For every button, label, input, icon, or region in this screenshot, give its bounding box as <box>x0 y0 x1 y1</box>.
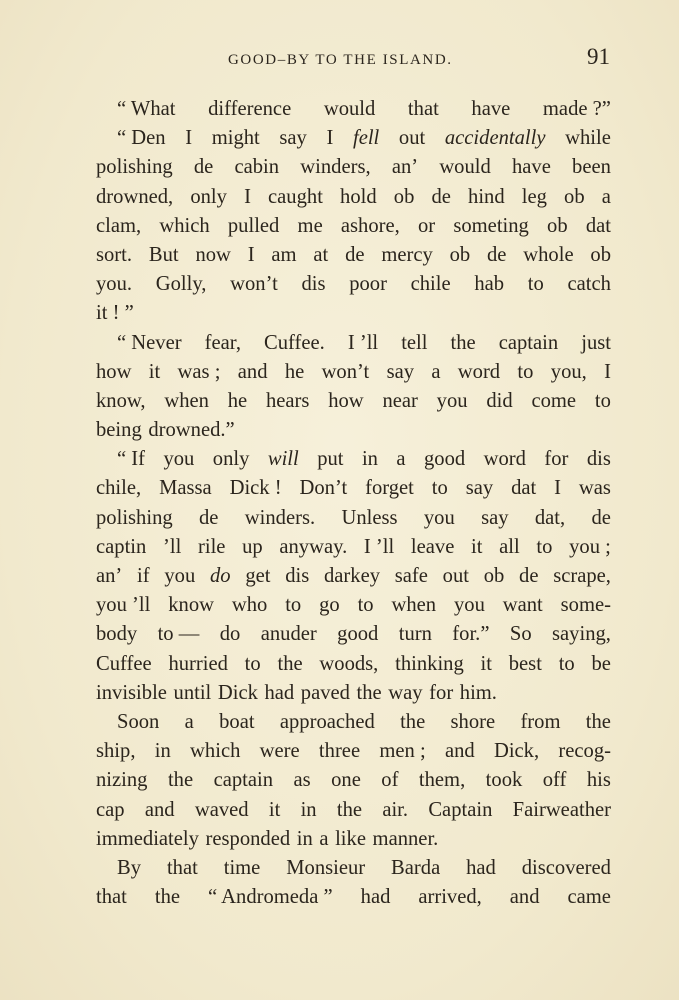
word: hears <box>265 389 310 412</box>
word: get <box>245 565 271 587</box>
word: to <box>431 477 448 500</box>
word: out <box>398 127 426 150</box>
word: it <box>471 535 483 558</box>
word: Soon <box>117 710 160 733</box>
word: de <box>345 243 365 266</box>
word: de <box>519 565 539 587</box>
word: safe <box>394 565 428 587</box>
word: three <box>318 740 361 763</box>
word: that <box>407 98 439 120</box>
word: say <box>465 477 494 500</box>
word: responded <box>205 827 291 850</box>
word: say <box>279 127 307 150</box>
word: winders. <box>244 506 316 529</box>
word: been <box>572 156 611 179</box>
word: want <box>502 594 543 617</box>
word: dat <box>585 214 611 237</box>
word: an’ <box>391 156 419 179</box>
word: “ Never <box>117 331 182 354</box>
word: an’ <box>96 565 123 587</box>
text-line <box>96 650 611 679</box>
word: So <box>509 623 532 646</box>
word: drowned.” <box>148 419 235 442</box>
word: ob <box>483 565 505 587</box>
word: who <box>231 594 268 617</box>
word: captain <box>498 331 559 354</box>
word: in <box>361 448 378 471</box>
word: was ; <box>177 360 221 383</box>
word: which <box>159 214 210 237</box>
word: good <box>337 623 379 646</box>
word: the <box>167 769 194 792</box>
word: cap <box>96 798 125 821</box>
word: the <box>450 331 476 354</box>
word: know, <box>96 389 146 412</box>
word: darkey <box>324 565 381 587</box>
word: won’t <box>230 273 278 296</box>
word: do <box>209 565 231 587</box>
word: he <box>227 389 248 412</box>
word: polishing <box>96 506 173 529</box>
word: turn <box>398 623 432 646</box>
word: the <box>585 710 611 733</box>
word: am <box>271 243 297 266</box>
word: anyway. <box>279 535 348 558</box>
word: he <box>284 360 305 383</box>
word: ashore, <box>340 214 400 237</box>
word: recog- <box>558 740 611 763</box>
word: poor <box>349 273 387 296</box>
word: I ’ll <box>347 331 379 354</box>
text-line <box>96 796 611 825</box>
text-line <box>96 270 611 299</box>
word: a <box>184 710 194 733</box>
word: like <box>335 827 366 850</box>
word: saying, <box>552 623 611 646</box>
word: might <box>211 127 260 150</box>
word: manner. <box>372 827 439 850</box>
word: waved <box>194 798 249 821</box>
word: scrape, <box>553 565 611 587</box>
word: while <box>565 127 611 150</box>
text-line <box>96 883 611 912</box>
word: made ?” <box>542 98 611 120</box>
word: But <box>148 243 179 266</box>
word: to <box>357 594 374 617</box>
text-line <box>96 591 611 620</box>
word: for <box>544 448 569 471</box>
word: in <box>300 798 317 821</box>
word: being <box>96 419 142 442</box>
text-line <box>96 766 611 795</box>
word: you <box>164 565 196 587</box>
word: someting <box>453 214 529 237</box>
word: just <box>581 331 611 354</box>
word: I <box>604 360 611 383</box>
word: invisible <box>96 681 167 704</box>
text-line <box>96 737 611 766</box>
word: you, <box>550 360 587 383</box>
word: woods, <box>319 652 379 675</box>
word: body <box>96 623 138 646</box>
word: from <box>520 710 561 733</box>
word: nizing <box>96 769 148 792</box>
word: approached <box>279 710 375 733</box>
word: boat <box>219 710 255 733</box>
word: if <box>137 565 150 587</box>
word: it ! ” <box>96 302 134 325</box>
word: would <box>323 98 376 120</box>
word: captain <box>213 769 274 792</box>
word: until <box>173 681 212 704</box>
word: only <box>190 185 227 208</box>
running-head: GOOD–BY TO THE ISLAND. <box>228 52 453 68</box>
word: all <box>499 535 520 558</box>
word: Cuffee. <box>264 331 325 354</box>
word: know <box>168 594 214 617</box>
word: I <box>247 243 255 266</box>
word: you <box>436 389 468 412</box>
word: Unless <box>341 506 398 529</box>
word: winders, <box>300 156 371 179</box>
word: word <box>483 448 526 471</box>
word: up <box>242 535 263 558</box>
word: de <box>199 506 219 529</box>
word: dat, <box>534 506 566 529</box>
word: won’t <box>321 360 370 383</box>
word: I <box>554 477 561 500</box>
word: only <box>212 448 250 471</box>
word: go <box>319 594 340 617</box>
word: Massa <box>159 477 212 500</box>
word: and <box>509 886 540 909</box>
word: it <box>480 652 492 675</box>
word: for <box>429 681 454 704</box>
word: de <box>487 243 507 266</box>
word: chile, <box>96 477 142 500</box>
word: dat <box>511 477 537 500</box>
word: hab <box>474 273 505 296</box>
word: tell <box>401 331 428 354</box>
word: ob <box>547 214 568 237</box>
word: out <box>442 565 469 587</box>
word: took <box>485 769 523 792</box>
page-number: 91 <box>587 44 610 69</box>
word: ob <box>590 243 611 266</box>
word: them, <box>418 769 466 792</box>
text-line <box>96 708 611 737</box>
word: and <box>237 360 268 383</box>
word: for.” <box>452 623 490 646</box>
word: Captain <box>428 798 493 821</box>
word: in <box>154 740 171 763</box>
text-line <box>96 620 611 649</box>
word: or <box>418 214 436 237</box>
word: of <box>381 769 399 792</box>
word: dis <box>586 448 611 471</box>
word: that <box>166 856 198 879</box>
text-line <box>96 95 611 124</box>
word: men ; <box>379 740 426 763</box>
text-line <box>96 416 611 445</box>
word: rile <box>197 535 226 558</box>
word: near <box>382 389 418 412</box>
word: as <box>293 769 311 792</box>
word: have <box>471 98 511 120</box>
word: difference <box>208 98 292 120</box>
body-text <box>96 95 611 912</box>
text-line <box>96 825 611 854</box>
word: hurried <box>168 652 228 675</box>
word: de <box>193 156 214 179</box>
word: fear, <box>204 331 241 354</box>
word: Cuffee <box>96 652 152 675</box>
word: the <box>356 681 382 704</box>
word: off <box>542 769 567 792</box>
word: ob <box>449 243 471 266</box>
word: when <box>164 389 209 412</box>
word: say <box>481 506 509 529</box>
text-line <box>96 679 611 708</box>
word: mercy <box>381 243 433 266</box>
word: now <box>195 243 231 266</box>
word: “ Den <box>117 127 166 150</box>
word: hold <box>340 185 377 208</box>
word: to <box>536 535 553 558</box>
word: to <box>244 652 261 675</box>
word: some- <box>560 594 611 617</box>
word: a <box>601 185 611 208</box>
word: and <box>144 798 175 821</box>
word: I <box>326 127 334 150</box>
word: would <box>439 156 491 179</box>
word: anuder <box>260 623 317 646</box>
word: had <box>466 856 496 879</box>
word: when <box>391 594 437 617</box>
word: I <box>244 185 251 208</box>
word: how <box>328 389 364 412</box>
text-line <box>96 183 611 212</box>
word: at <box>313 243 329 266</box>
word: dis <box>301 273 326 296</box>
text-line <box>96 445 611 474</box>
word: say <box>386 360 415 383</box>
word: shore <box>450 710 496 733</box>
word: to <box>517 360 534 383</box>
word: you <box>423 506 455 529</box>
text-line <box>96 474 611 503</box>
word: Golly, <box>155 273 207 296</box>
word: “ Andromeda ” <box>208 886 333 909</box>
word: be <box>591 652 611 675</box>
word: “ If <box>117 448 146 471</box>
word: immediately <box>96 827 199 850</box>
word: him. <box>459 681 497 704</box>
word: hind <box>468 185 505 208</box>
word: a <box>319 827 329 850</box>
word: paved <box>300 681 350 704</box>
word: you <box>163 448 195 471</box>
word: to <box>527 273 544 296</box>
word: Fairweather <box>512 798 611 821</box>
word: one <box>331 769 361 792</box>
word: ob <box>564 185 585 208</box>
word: in <box>296 827 313 850</box>
word: ’ll <box>163 535 182 558</box>
word: did <box>486 389 513 412</box>
word: way <box>388 681 423 704</box>
word: Dick <box>217 681 258 704</box>
word: you ; <box>569 535 611 558</box>
word: the <box>400 710 426 733</box>
word: cabin <box>234 156 280 179</box>
word: to <box>558 652 575 675</box>
word: the <box>277 652 303 675</box>
word: discovered <box>521 856 611 879</box>
text-line <box>96 329 611 358</box>
word: his <box>586 769 611 792</box>
word: put <box>317 448 344 471</box>
word: thinking <box>395 652 464 675</box>
text-line <box>96 854 611 883</box>
word: I ’ll <box>363 535 395 558</box>
word: pulled <box>227 214 280 237</box>
word: will <box>267 448 299 471</box>
word: that <box>96 886 127 909</box>
text-line <box>96 387 611 416</box>
word: and <box>444 740 475 763</box>
word: clam, <box>96 214 142 237</box>
word: I <box>185 127 193 150</box>
word: polishing <box>96 156 173 179</box>
word: Dick ! <box>229 477 282 500</box>
word: ship, <box>96 740 136 763</box>
text-line <box>96 533 611 562</box>
word: you <box>453 594 485 617</box>
word: captin <box>96 535 147 558</box>
word: forget <box>365 477 414 500</box>
word: whole <box>523 243 574 266</box>
word: came <box>567 886 611 909</box>
word: to <box>285 594 302 617</box>
word: ob <box>393 185 415 208</box>
word: which <box>190 740 241 763</box>
word: come <box>531 389 577 412</box>
word: dis <box>285 565 310 587</box>
word: caught <box>268 185 323 208</box>
word: good <box>424 448 466 471</box>
word: to — <box>157 623 200 646</box>
word: catch <box>567 273 611 296</box>
word: chile <box>410 273 451 296</box>
word: Barda <box>391 856 441 879</box>
text-line <box>96 124 611 153</box>
word: were <box>259 740 300 763</box>
word: a <box>396 448 406 471</box>
word: By <box>117 856 142 879</box>
word: you. <box>96 273 133 296</box>
word: fell <box>352 127 380 150</box>
word: to <box>594 389 611 412</box>
word: “ What <box>117 98 176 120</box>
word: Don’t <box>299 477 348 500</box>
word: de <box>591 506 611 529</box>
word: do <box>219 623 241 646</box>
word: it <box>268 798 281 821</box>
text-line <box>96 358 611 387</box>
word: was <box>578 477 611 500</box>
word: word <box>457 360 501 383</box>
page-header <box>96 44 612 76</box>
word: leave <box>410 535 455 558</box>
text-line <box>96 299 611 328</box>
word: had <box>264 681 295 704</box>
word: Dick, <box>493 740 540 763</box>
word: have <box>511 156 551 179</box>
word: Monsieur <box>286 856 366 879</box>
word: the <box>154 886 181 909</box>
word: it <box>148 360 161 383</box>
text-line <box>96 504 611 533</box>
word: air. <box>382 798 409 821</box>
text-line <box>96 153 611 182</box>
text-line <box>96 212 611 241</box>
word: arrived, <box>418 886 482 909</box>
word: me <box>297 214 323 237</box>
word: a <box>431 360 441 383</box>
word: you ’ll <box>96 594 151 617</box>
word: sort. <box>96 243 133 266</box>
word: accidentally <box>444 127 546 150</box>
word: best <box>508 652 542 675</box>
text-line <box>96 562 611 591</box>
word: the <box>336 798 363 821</box>
word: how <box>96 360 132 383</box>
word: had <box>360 886 391 909</box>
word: drowned, <box>96 185 174 208</box>
word: leg <box>521 185 547 208</box>
word: time <box>223 856 261 879</box>
text-line <box>96 241 611 270</box>
word: de <box>431 185 451 208</box>
